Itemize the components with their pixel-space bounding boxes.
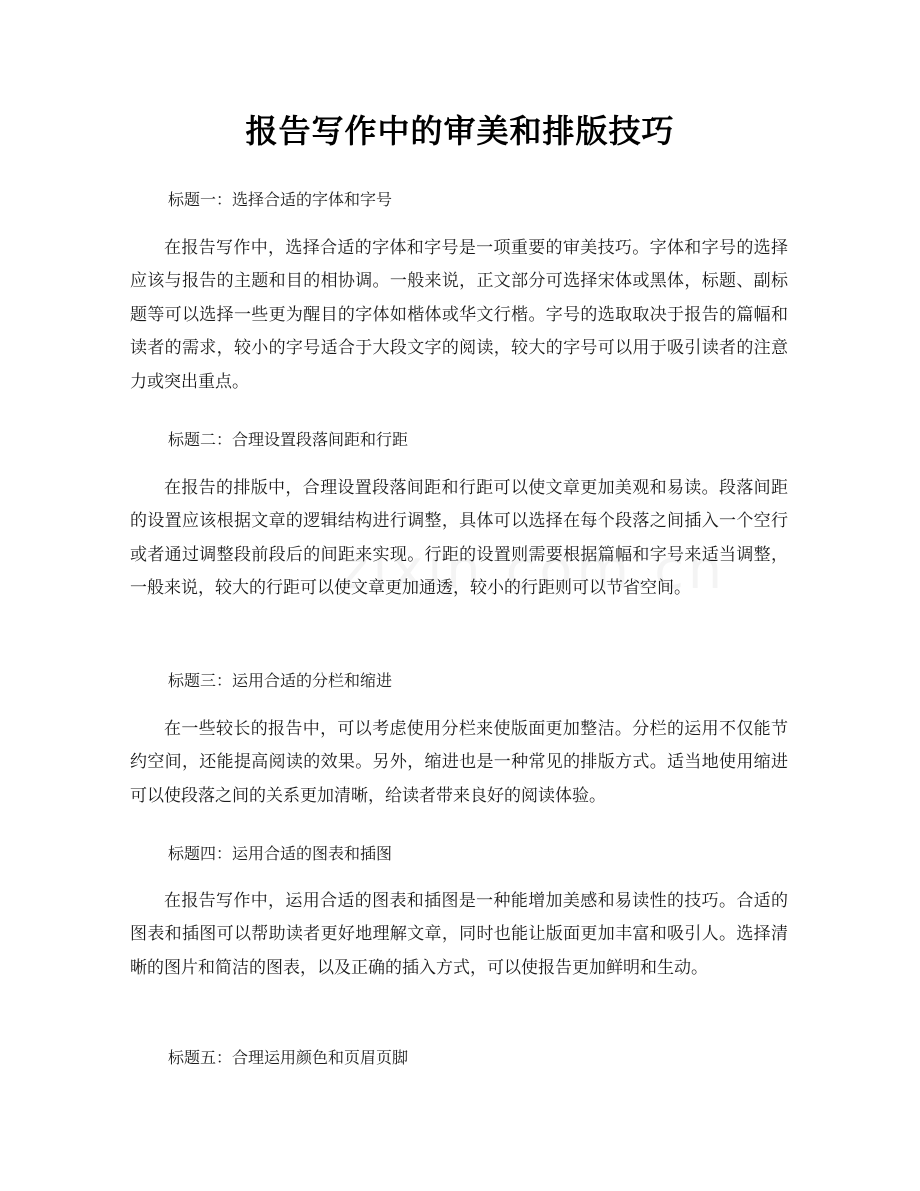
section-paragraph-1: 在报告写作中，选择合适的字体和字号是一项重要的审美技巧。字体和字号的选择应该与报告的主题和目的相协调。一般来说，正文部分可选择宋体或黑体，标题、副标题等可以选择一些更为醒目的字体如楷体或华文行楷。字号的选取取决于报告的篇幅和读者的需求，较小的字号适合于大段文字的阅读，较大的字号可以用于吸引读者的注意力或突出重点。 — [130, 238, 788, 392]
section-paragraph-3: 在一些较长的报告中，可以考虑使用分栏来使版面更加整洁。分栏的运用不仅能节约空间，还能提高阅读的效果。另外，缩进也是一种常见的排版方式。适当地使用缩进可以使段落之间的关系更加清晰，给读者带来良好的阅读体验。 — [130, 719, 788, 806]
section-paragraph-4: 在报告写作中，运用合适的图表和插图是一种能增加美感和易读性的技巧。合适的图表和插图可以帮助读者更好地理解文章，同时也能让版面更加丰富和吸引人。选择清晰的图片和简洁的图表，以及正确的插入方式，可以使报告更加鲜明和生动。 — [130, 891, 788, 978]
section-heading-5: 标题五：合理运用颜色和页眉页脚 — [168, 1048, 409, 1067]
section-paragraph-2: 在报告的排版中，合理设置段落间距和行距可以使文章更加美观和易读。段落间距的设置应该根据文章的逻辑结构进行调整，具体可以选择在每个段落之间插入一个空行或者通过调整段前段后的间距来实现。行距的设置则需要根据篇幅和字号来适当调整，一般来说，较大的行距可以使文章更加通透，较小的行距则可以节省空间。 — [130, 478, 788, 599]
section-heading-3: 标题三：运用合适的分栏和缩进 — [168, 671, 393, 690]
section-heading-4: 标题四：运用合适的图表和插图 — [168, 844, 393, 863]
section-heading-2: 标题二：合理设置段落间距和行距 — [168, 430, 409, 449]
section-heading-1: 标题一：选择合适的字体和字号 — [168, 190, 393, 209]
document-title: 报告写作中的审美和排版技巧 — [245, 112, 675, 150]
